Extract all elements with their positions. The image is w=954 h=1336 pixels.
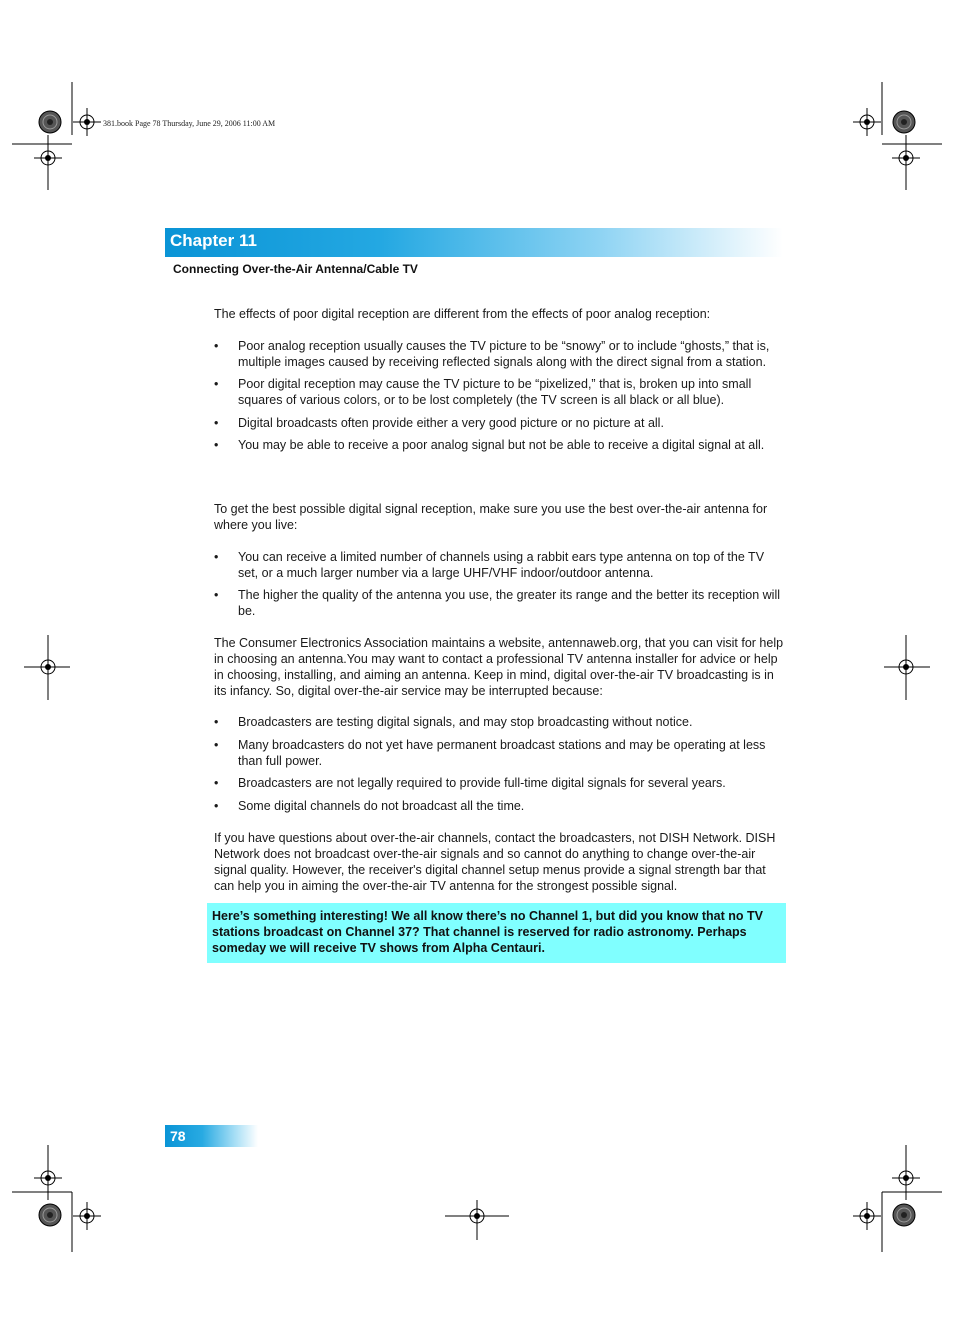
chapter-title: Chapter 11 xyxy=(170,231,257,250)
list-item: • Broadcasters are not legally required to provide full-time digital signals for several years. xyxy=(214,776,726,790)
list-item: • The higher the quality of the antenna you use, the greater its range and the better its reception will be. xyxy=(214,588,781,618)
bullet-list-2 xyxy=(214,549,787,619)
page-number: 78 xyxy=(170,1128,186,1144)
list-item: • Many broadcasters do not yet have permanent broadcast stations and may be operating at less than full power. xyxy=(214,738,766,768)
list-item: • Digital broadcasts often provide either a very good picture or no picture at all. xyxy=(214,416,664,430)
bullet-list-1 xyxy=(214,338,787,453)
section-title: Connecting Over-the-Air Antenna/Cable TV xyxy=(173,262,418,276)
bullet-list-3 xyxy=(214,714,787,814)
intro-paragraph-3: The Consumer Electronics Association maintains a website, antennaweb.org, that you can visit for help in choosing an antenna.You may want to contact a professional TV antenna installer for advice or help in choosing, installing, and aiming an antenna. Keep in mind, digital over-the-air TV broadcasting is in its infancy. So, digital over-the-air service may be interrupted because: xyxy=(214,636,784,698)
list-item: • You may be able to receive a poor analog signal but not be able to receive a digital signal at all. xyxy=(214,438,765,452)
list-item: • Poor digital reception may cause the TV picture to be “pixelized,” that is, broken up into small squares of various colors, or to be lost completely (the TV screen is all black or all blue). xyxy=(214,377,752,407)
list-item: • Poor analog reception usually causes the TV picture to be “snowy” or to include “ghosts,” that is, multiple images caused by receiving reflected signals along with the direct signal from a station. xyxy=(214,339,770,369)
print-info: 381.book Page 78 Thursday, June 29, 2006 11:00 AM xyxy=(103,119,276,128)
closing-paragraph: If you have questions about over-the-air channels, contact the broadcasters, not DISH Network. DISH Network does not broadcast over-the-air signals and so cannot do anything to change over-the-air signal quality. However, the receiver's digital channel setup menus provide a signal strength bar that can help you in aiming the over-the-air TV antenna for the strongest possible signal. xyxy=(214,831,776,893)
list-item: • Some digital channels do not broadcast all the time. xyxy=(214,799,525,813)
list-item: • You can receive a limited number of channels using a rabbit ears type antenna on top of the TV set, or a much larger number via a large UHF/VHF indoor/outdoor antenna. xyxy=(214,550,765,580)
intro-paragraph-1: The effects of poor digital reception are different from the effects of poor analog reception: xyxy=(214,307,711,321)
intro-paragraph-2: To get the best possible digital signal reception, make sure you use the best over-the-air antenna for where you live: xyxy=(214,502,768,532)
note-callout xyxy=(207,903,786,963)
list-item: • Broadcasters are testing digital signals, and may stop broadcasting without notice. xyxy=(214,715,693,729)
note-text: Here’s something interesting! We all know there’s no Channel 1, but did you know that no TV stations broadcast on Channel 37? That channel is reserved for radio astronomy. Perhaps someday we will receive TV shows from Alpha Centauri. xyxy=(212,909,763,955)
chapter-header-bar xyxy=(165,228,783,257)
